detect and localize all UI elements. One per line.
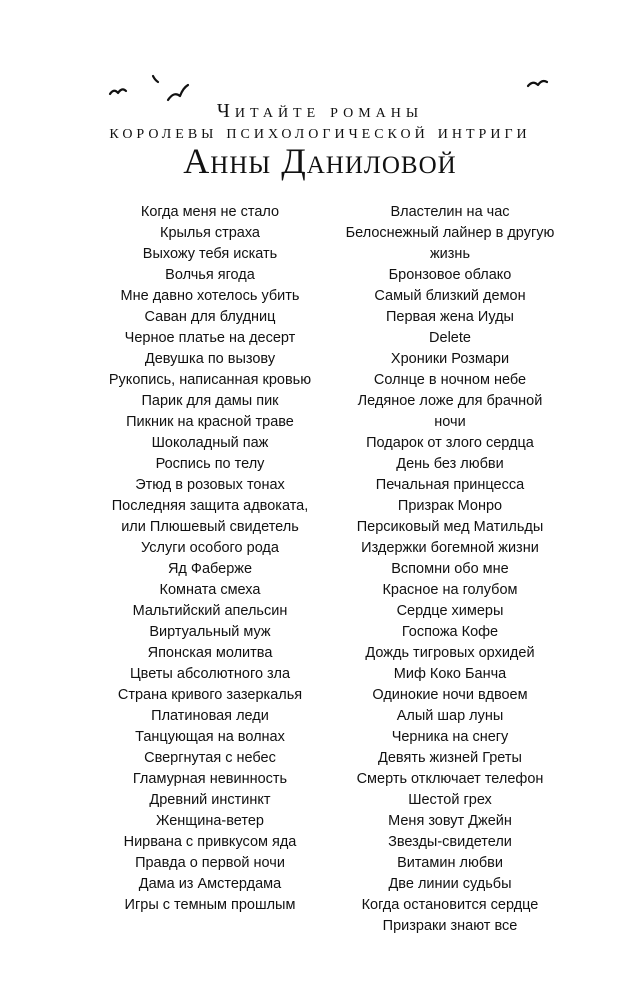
book-title: Выхожу тебя искать (142, 246, 278, 262)
book-title: Яд Фаберже (167, 561, 253, 577)
book-title: Последняя защита адвоката, (111, 498, 309, 514)
book-title: Цветы абсолютного зла (129, 666, 291, 682)
book-title: Роспись по телу (155, 456, 265, 472)
book-title: Мальтийский апельсин (132, 603, 288, 619)
header-line-1: Читайте романы (216, 100, 424, 122)
book-title: Нирвана с привкусом яда (123, 834, 297, 850)
bird-icon (110, 89, 126, 94)
book-title: Хроники Розмари (390, 351, 510, 367)
book-title: Призрак Монро (397, 498, 503, 514)
book-title: Пикник на красной траве (126, 414, 294, 430)
book-title: Рукопись, написанная кровью (108, 372, 312, 388)
book-title: Солнце в ночном небе (373, 372, 527, 388)
book-title: Красное на голубом (382, 582, 518, 598)
book-title: Одинокие ночи вдвоем (372, 687, 528, 703)
bird-icon (528, 81, 547, 86)
book-title: Подарок от злого сердца (366, 435, 534, 451)
book-title: Саван для блудниц (144, 309, 276, 325)
book-title: Дама из Амстердама (138, 876, 282, 892)
book-title: Delete (429, 330, 471, 346)
book-title: Этюд в розовых тонах (135, 477, 285, 493)
author-name: Анны Даниловой (183, 141, 457, 181)
book-title: Властелин на час (390, 204, 510, 220)
book-title: ночи (434, 414, 466, 430)
book-title: Танцующая на волнах (135, 729, 285, 745)
book-title: Издержки богемной жизни (361, 540, 539, 556)
book-title: Древний инстинкт (149, 792, 271, 808)
book-title: Две линии судьбы (388, 876, 512, 892)
book-title: Печальная принцесса (375, 477, 525, 493)
book-title: Виртуальный муж (149, 624, 271, 640)
book-title: Шоколадный паж (151, 435, 269, 451)
right-title-list (330, 202, 570, 937)
book-title: Женщина-ветер (156, 813, 264, 829)
book-title: Звезды-свидетели (388, 834, 512, 850)
book-title: Волчья ягода (165, 267, 255, 283)
book-title: Комната смеха (159, 582, 261, 598)
book-title: Ледяное ложе для брачной (357, 393, 543, 409)
book-title: или Плюшевый свидетель (121, 519, 299, 535)
book-title: Услуги особого рода (141, 540, 279, 556)
header-line-2: королевы психологической интриги (109, 121, 531, 143)
book-title: Девять жизней Греты (378, 750, 522, 766)
book-title: Госпожа Кофе (401, 624, 499, 640)
book-title: Когда меня не стало (140, 204, 280, 220)
book-title: Призраки знают все (382, 918, 518, 934)
book-title: Парик для дамы пик (141, 393, 279, 409)
book-title: Дождь тигровых орхидей (365, 645, 535, 661)
bird-icon (168, 85, 188, 100)
bird-icon (153, 76, 158, 82)
book-title: Бронзовое облако (388, 267, 512, 283)
book-title: Страна кривого зазеркалья (117, 687, 303, 703)
book-title: Шестой грех (408, 792, 492, 808)
left-title-list (90, 202, 330, 916)
book-title: Мне давно хотелось убить (120, 288, 300, 304)
book-title: Черное платье на десерт (124, 330, 296, 346)
book-title: Свергнутая с небес (144, 750, 276, 766)
book-title: Самый близкий демон (374, 288, 526, 304)
book-title: жизнь (429, 246, 470, 262)
book-title: Вспомни обо мне (391, 561, 509, 577)
book-title: Платиновая леди (151, 708, 269, 724)
book-title: Японская молитва (147, 645, 273, 661)
book-title: Сердце химеры (396, 603, 504, 619)
book-title: Правда о первой ночи (135, 855, 285, 871)
book-title: Когда остановится сердце (361, 897, 539, 913)
book-title: Черника на снегу (391, 729, 509, 745)
book-title: Витамин любви (397, 855, 503, 871)
book-title: Крылья страха (160, 225, 260, 241)
book-title: Первая жена Иуды (386, 309, 514, 325)
book-title: День без любви (396, 456, 504, 472)
book-title: Персиковый мед Матильды (356, 519, 544, 535)
book-title: Девушка по вызову (144, 351, 276, 367)
book-title: Меня зовут Джейн (388, 813, 512, 829)
book-title: Миф Коко Банча (393, 666, 507, 682)
book-title: Гламурная невинность (132, 771, 288, 787)
book-title: Игры с темным прошлым (124, 897, 296, 913)
book-title: Алый шар луны (396, 708, 504, 724)
book-title: Белоснежный лайнер в другую (345, 225, 555, 241)
book-title: Смерть отключает телефон (356, 771, 544, 787)
